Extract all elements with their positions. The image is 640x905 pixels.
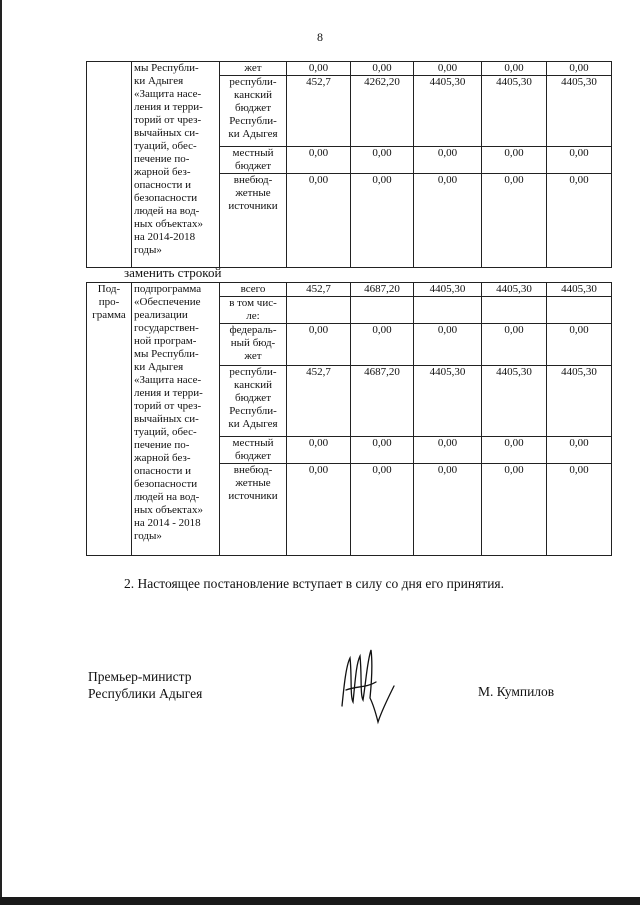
cell-line: бюджет bbox=[235, 102, 271, 114]
amount-cell: 0,00 bbox=[547, 174, 612, 268]
program-table-old bbox=[86, 61, 612, 268]
amount-cell: 0,00 bbox=[287, 62, 351, 76]
funding-source-cell bbox=[220, 283, 287, 297]
funding-source-cell bbox=[220, 464, 287, 556]
amount-cell: 0,00 bbox=[287, 464, 351, 556]
cell-line: людей на вод- bbox=[134, 205, 200, 217]
cell-line: жет bbox=[244, 62, 262, 74]
amount-cell: 0,00 bbox=[414, 324, 482, 366]
cell-line: жетные bbox=[235, 187, 271, 199]
amount-cell: 0,00 bbox=[287, 324, 351, 366]
amount-cell: 0,00 bbox=[414, 174, 482, 268]
amount-cell: 0,00 bbox=[482, 62, 547, 76]
funding-source-cell bbox=[220, 62, 287, 76]
point-2-text: 2. Настоящее постановление вступает в силу со дня его принятия. bbox=[124, 576, 505, 591]
amount-cell: 0,00 bbox=[547, 62, 612, 76]
amount-cell: 0,00 bbox=[482, 437, 547, 464]
amount-cell: 4405,30 bbox=[414, 283, 482, 297]
amount-cell: 0,00 bbox=[351, 174, 414, 268]
cell-line: ления и терри- bbox=[134, 387, 203, 399]
cell-line: в том чис- bbox=[229, 297, 277, 309]
funding-source-cell bbox=[220, 324, 287, 366]
cell-line: ки Адыгея bbox=[228, 128, 278, 140]
cell-line: грамма bbox=[92, 309, 126, 321]
cell-line: канский bbox=[234, 89, 272, 101]
cell-line: ной програм- bbox=[134, 335, 197, 347]
handwritten-signature bbox=[336, 636, 396, 726]
amount-cell: 4262,20 bbox=[351, 76, 414, 147]
amount-cell bbox=[414, 297, 482, 324]
cell-line: республи- bbox=[229, 76, 277, 88]
amount-cell: 4405,30 bbox=[482, 283, 547, 297]
amount-cell: 4405,30 bbox=[547, 76, 612, 147]
amount-cell: 0,00 bbox=[414, 147, 482, 174]
signatory-title bbox=[88, 668, 202, 702]
cell-line: местный bbox=[232, 147, 274, 159]
cell-line: торий от чрез- bbox=[134, 114, 202, 126]
cell-line: годы» bbox=[134, 530, 162, 542]
page-number: 8 bbox=[317, 30, 323, 44]
cell-line: ных объектах» bbox=[134, 218, 203, 230]
amount-cell: 452,7 bbox=[287, 366, 351, 437]
cell-line: реализации bbox=[134, 309, 188, 321]
amount-cell bbox=[287, 297, 351, 324]
amount-cell: 4405,30 bbox=[414, 76, 482, 147]
signatory-name: М. Кумпилов bbox=[478, 684, 555, 699]
cell-line: Республи- bbox=[229, 115, 277, 127]
cell-line: государствен- bbox=[134, 322, 199, 334]
amount-cell: 0,00 bbox=[547, 324, 612, 366]
cell-line: Под- bbox=[97, 283, 121, 295]
amount-cell: 0,00 bbox=[287, 174, 351, 268]
cell-line: «Обеспечение bbox=[134, 296, 201, 308]
amount-cell: 0,00 bbox=[482, 147, 547, 174]
cell-line: источники bbox=[228, 490, 278, 502]
amount-cell: 0,00 bbox=[414, 62, 482, 76]
amount-cell: 4687,20 bbox=[351, 283, 414, 297]
cell-line: ных объектах» bbox=[134, 504, 203, 516]
cell-line: жарной без- bbox=[134, 452, 191, 464]
cell-line: бюджет bbox=[235, 392, 271, 404]
funding-source-cell bbox=[220, 174, 287, 268]
cell-line: безопасности bbox=[134, 192, 198, 204]
amount-cell: 0,00 bbox=[351, 464, 414, 556]
cell-line: подпрограмма bbox=[134, 283, 202, 295]
amount-cell: 452,7 bbox=[287, 76, 351, 147]
type-cell bbox=[87, 62, 132, 268]
amount-cell: 0,00 bbox=[547, 147, 612, 174]
cell-line: печение по- bbox=[134, 439, 190, 451]
amount-cell: 0,00 bbox=[287, 437, 351, 464]
cell-line: Республи- bbox=[229, 405, 277, 417]
amount-cell: 0,00 bbox=[351, 62, 414, 76]
cell-line: источники bbox=[228, 200, 278, 212]
signatory-title-line: Премьер-министр bbox=[88, 669, 192, 684]
amount-cell bbox=[351, 297, 414, 324]
amount-cell: 0,00 bbox=[547, 464, 612, 556]
cell-line: жетные bbox=[235, 477, 271, 489]
cell-line: вычайных си- bbox=[134, 127, 199, 139]
program-table-new bbox=[86, 282, 612, 556]
amount-cell: 4405,30 bbox=[547, 283, 612, 297]
amount-cell: 4405,30 bbox=[414, 366, 482, 437]
amount-cell: 0,00 bbox=[351, 437, 414, 464]
cell-line: канский bbox=[234, 379, 272, 391]
cell-line: жет bbox=[244, 350, 262, 362]
program-name-cell bbox=[132, 62, 220, 268]
cell-line: бюджет bbox=[235, 450, 271, 462]
cell-line: ки Адыгея bbox=[134, 361, 184, 373]
amount-cell: 0,00 bbox=[414, 464, 482, 556]
cell-line: ле: bbox=[246, 310, 260, 322]
cell-line: опасности и bbox=[134, 465, 192, 477]
cell-line: ления и терри- bbox=[134, 101, 203, 113]
amount-cell: 0,00 bbox=[351, 324, 414, 366]
cell-line: опасности и bbox=[134, 179, 192, 191]
scan-edge-bottom bbox=[0, 897, 640, 905]
cell-line: туаций, обес- bbox=[134, 426, 197, 438]
cell-line: внебюд- bbox=[233, 174, 273, 186]
cell-line: печение по- bbox=[134, 153, 190, 165]
amount-cell: 0,00 bbox=[482, 174, 547, 268]
amount-cell bbox=[547, 297, 612, 324]
funding-source-cell bbox=[220, 437, 287, 464]
amount-cell: 0,00 bbox=[547, 437, 612, 464]
cell-line: ный бюд- bbox=[230, 337, 276, 349]
cell-line: ки Адыгея bbox=[134, 75, 184, 87]
cell-line: на 2014 - 2018 bbox=[134, 517, 201, 529]
amount-cell: 0,00 bbox=[414, 437, 482, 464]
cell-line: местный bbox=[232, 437, 274, 449]
funding-source-cell bbox=[220, 366, 287, 437]
amount-cell: 4687,20 bbox=[351, 366, 414, 437]
amount-cell: 4405,30 bbox=[482, 76, 547, 147]
cell-line: внебюд- bbox=[233, 464, 273, 476]
cell-line: годы» bbox=[134, 244, 162, 256]
amount-cell: 0,00 bbox=[482, 464, 547, 556]
amount-cell: 0,00 bbox=[287, 147, 351, 174]
funding-source-cell bbox=[220, 297, 287, 324]
cell-line: торий от чрез- bbox=[134, 400, 202, 412]
program-name-cell bbox=[132, 283, 220, 556]
cell-line: людей на вод- bbox=[134, 491, 200, 503]
amount-cell: 4405,30 bbox=[547, 366, 612, 437]
cell-line: безопасности bbox=[134, 478, 198, 490]
cell-line: мы Республи- bbox=[134, 62, 199, 74]
type-cell bbox=[87, 283, 132, 556]
cell-line: про- bbox=[98, 296, 120, 308]
cell-line: всего bbox=[240, 283, 266, 295]
amount-cell bbox=[482, 297, 547, 324]
cell-line: жарной без- bbox=[134, 166, 191, 178]
cell-line: «Защита насе- bbox=[134, 374, 202, 386]
cell-line: федераль- bbox=[229, 324, 277, 336]
amount-cell: 0,00 bbox=[351, 147, 414, 174]
funding-source-cell bbox=[220, 147, 287, 174]
cell-line: вычайных си- bbox=[134, 413, 199, 425]
cell-line: ки Адыгея bbox=[228, 418, 278, 430]
amount-cell: 452,7 bbox=[287, 283, 351, 297]
cell-line: на 2014-2018 bbox=[134, 231, 196, 243]
cell-line: туаций, обес- bbox=[134, 140, 197, 152]
cell-line: республи- bbox=[229, 366, 277, 378]
cell-line: «Защита насе- bbox=[134, 88, 202, 100]
scan-edge-left bbox=[0, 0, 2, 905]
signatory-title-line: Республики Адыгея bbox=[88, 686, 203, 701]
amount-cell: 4405,30 bbox=[482, 366, 547, 437]
cell-line: бюджет bbox=[235, 160, 271, 172]
cell-line: мы Республи- bbox=[134, 348, 199, 360]
replace-instruction: заменить строкой bbox=[124, 265, 222, 280]
funding-source-cell bbox=[220, 76, 287, 147]
amount-cell: 0,00 bbox=[482, 324, 547, 366]
